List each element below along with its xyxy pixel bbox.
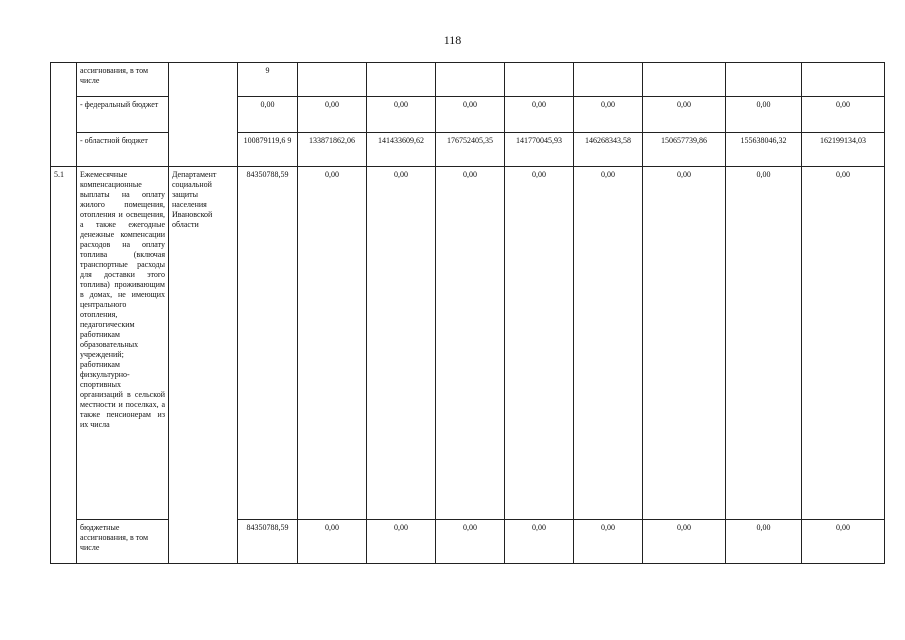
value-cell	[643, 63, 726, 97]
value-cell: 0,00	[643, 167, 726, 520]
table-row	[51, 63, 885, 97]
page-number: 118	[443, 33, 462, 47]
value-cell: 162199134,03	[802, 133, 885, 167]
value-cell: 100879119,6 9	[238, 133, 298, 167]
value-cell: 0,00	[505, 167, 574, 520]
value-cell: 0,00	[505, 520, 574, 564]
row-label: - областной бюджет	[77, 133, 169, 167]
value-cell: 0,00	[367, 520, 436, 564]
value-cell: 0,00	[726, 167, 802, 520]
value-cell: 0,00	[367, 97, 436, 133]
value-cell: 0,00	[726, 520, 802, 564]
value-cell: 0,00	[436, 167, 505, 520]
table-row	[51, 167, 885, 520]
value-cell: 9	[238, 63, 298, 97]
value-cell	[436, 63, 505, 97]
value-cell	[726, 63, 802, 97]
value-cell: 0,00	[436, 97, 505, 133]
item-executor: Департамент социальной защиты населения Ивановской области	[169, 167, 238, 564]
value-cell	[298, 63, 367, 97]
value-cell: 0,00	[436, 520, 505, 564]
value-cell: 0,00	[298, 520, 367, 564]
row-label: - федеральный бюджет	[77, 97, 169, 133]
budget-table	[50, 62, 885, 564]
value-cell	[574, 63, 643, 97]
value-cell: 155638046,32	[726, 133, 802, 167]
row-label: ассигнования, в том числе	[77, 63, 169, 97]
value-cell: 146268343,58	[574, 133, 643, 167]
value-cell: 141770045,93	[505, 133, 574, 167]
value-cell: 0,00	[643, 97, 726, 133]
value-cell: 84350788,59	[238, 167, 298, 520]
value-cell	[367, 63, 436, 97]
value-cell: 0,00	[505, 97, 574, 133]
value-cell: 0,00	[643, 520, 726, 564]
value-cell: 0,00	[298, 167, 367, 520]
value-cell: 0,00	[574, 97, 643, 133]
value-cell: 0,00	[238, 97, 298, 133]
value-cell: 84350788,59	[238, 520, 298, 564]
value-cell	[802, 63, 885, 97]
value-cell: 0,00	[574, 167, 643, 520]
value-cell: 0,00	[802, 97, 885, 133]
executor-cell	[169, 63, 238, 167]
value-cell: 0,00	[574, 520, 643, 564]
value-cell: 141433609,62	[367, 133, 436, 167]
item-description: Ежемесячные компенсационные выплаты на оплату жилого помещения, отопления и освещения, а также ежегодные денежные компенсации расходов на оплату топлива (включая транспортные расходы для доставки этого топлива) проживающим в домах, не имеющих центрального отопления, педагогическим работникам образовательных учреждений; работникам физкультурно-спортивных организаций в сельской местности и поселках, а также пенсионерам из их числа	[77, 167, 169, 520]
value-cell: 0,00	[298, 97, 367, 133]
value-cell: 0,00	[726, 97, 802, 133]
row-label: бюджетные ассигнования, в том числе	[77, 520, 169, 564]
value-cell: 0,00	[367, 167, 436, 520]
value-cell: 133871862,06	[298, 133, 367, 167]
value-cell: 150657739,86	[643, 133, 726, 167]
value-cell: 0,00	[802, 167, 885, 520]
value-cell: 176752405,35	[436, 133, 505, 167]
value-cell: 0,00	[802, 520, 885, 564]
value-cell	[505, 63, 574, 97]
item-number: 5.1	[51, 167, 77, 564]
number-cell	[51, 63, 77, 167]
